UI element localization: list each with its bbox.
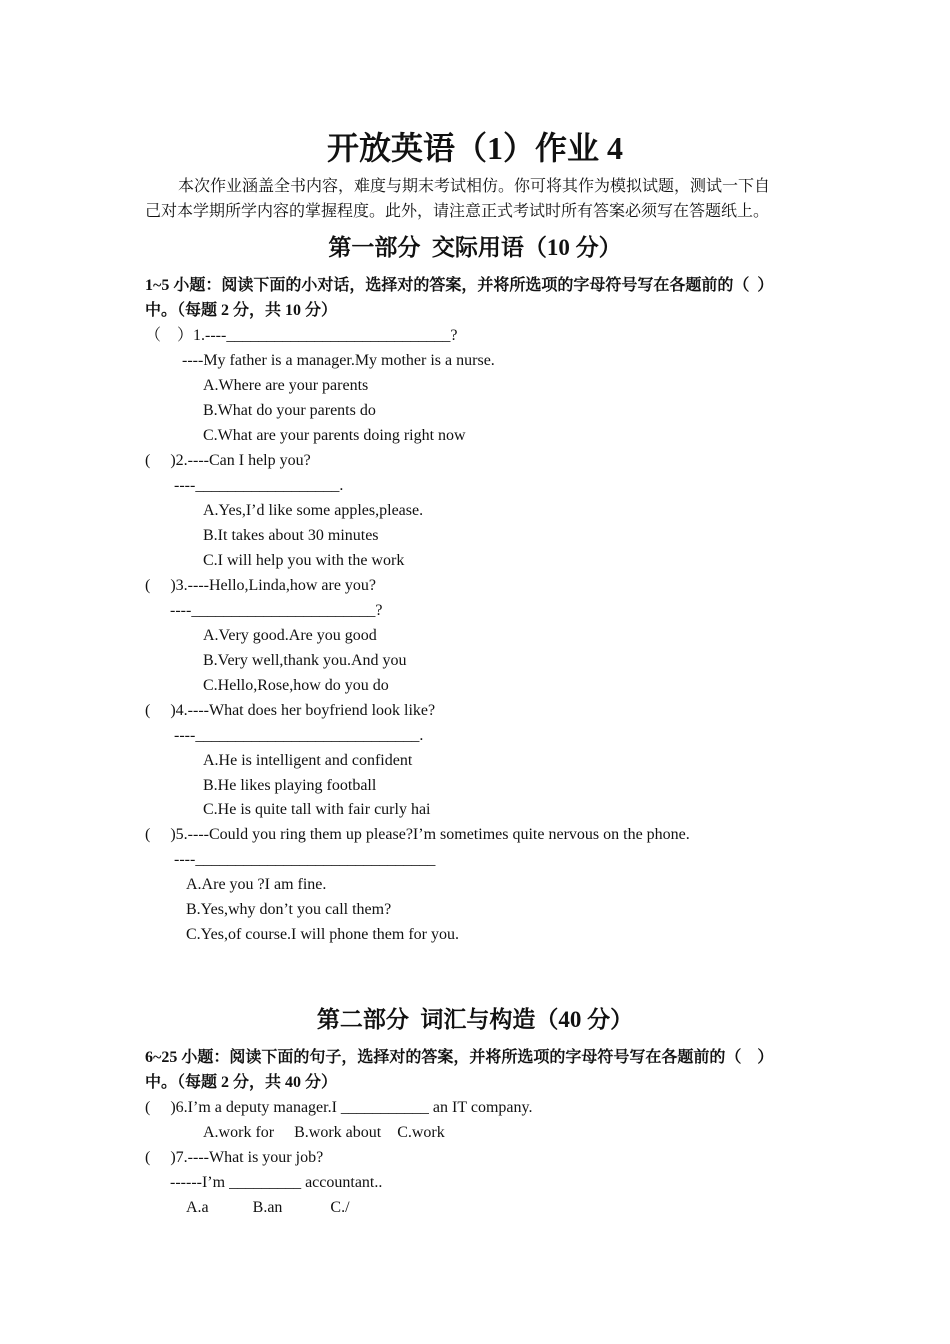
question-2-option-a: A.Yes,I’d like some apples,please.	[203, 502, 424, 519]
part1-heading: 第一部分 交际用语（10 分）	[328, 235, 622, 260]
question-5-reply: ----______________________________	[174, 851, 436, 868]
question-1-reply: ----My father is a manager.My mother is a nurse.	[182, 352, 495, 369]
question-2-reply: ----__________________.	[174, 477, 344, 494]
question-4-option-c: C.He is quite tall with fair curly hai	[203, 801, 431, 818]
part2-heading: 第二部分 词汇与构造（40 分）	[316, 1007, 634, 1032]
part1-instruction-1: 1~5 小题：阅读下面的小对话，选择对的答案，并将所选项的字母符号写在各题前的（ ）	[145, 277, 774, 294]
question-2-option-b: B.It takes about 30 minutes	[203, 527, 379, 544]
question-5-option-a: A.Are you ?I am fine.	[186, 876, 327, 893]
question-1-option-a: A.Where are your parents	[203, 377, 369, 394]
question-7-stem: ( )7.----What is your job?	[145, 1149, 324, 1166]
question-6-stem: ( )6.I’m a deputy manager.I ___________ an IT company.	[145, 1099, 533, 1116]
part1-instruction-2: 中。（每题 2 分，共 10 分）	[145, 302, 338, 319]
question-4-option-b: B.He likes playing football	[203, 777, 377, 794]
question-4-stem: ( )4.----What does her boyfriend look like?	[145, 702, 436, 719]
question-5-option-c: C.Yes,of course.I will phone them for you.	[186, 926, 460, 943]
question-3-reply: ----_______________________?	[170, 602, 383, 619]
question-3-option-c: C.Hello,Rose,how do you do	[203, 677, 389, 694]
page-title: 开放英语（1）作业 4	[326, 130, 623, 166]
question-3-option-a: A.Very good.Are you good	[203, 627, 377, 644]
question-1-option-c: C.What are your parents doing right now	[203, 427, 466, 444]
question-2-option-c: C.I will help you with the work	[203, 552, 405, 569]
intro-line-2: 己对本学期所学内容的掌握程度。此外，请注意正式考试时所有答案必须写在答题纸上。	[145, 203, 770, 220]
part2-instruction-2: 中。（每题 2 分，共 40 分）	[145, 1074, 338, 1091]
question-5-stem: ( )5.----Could you ring them up please?I’m sometimes quite nervous on the phone.	[145, 826, 690, 843]
intro-line-1: 本次作业涵盖全书内容，难度与期末考试相仿。你可将其作为模拟试题，测试一下自	[178, 178, 771, 195]
part2-instruction-1: 6~25 小题：阅读下面的句子，选择对的答案，并将所选项的字母符号写在各题前的（ ）	[145, 1049, 774, 1066]
question-5-option-b: B.Yes,why don’t you call them?	[186, 901, 392, 918]
question-1-option-b: B.What do your parents do	[203, 402, 376, 419]
question-3-stem: ( )3.----Hello,Linda,how are you?	[145, 577, 377, 594]
question-1-stem: （ ）1.----____________________________?	[145, 327, 458, 344]
question-4-reply: ----____________________________.	[174, 727, 424, 744]
question-4-option-a: A.He is intelligent and confident	[203, 752, 413, 769]
question-6-options: A.work for B.work about C.work	[203, 1124, 445, 1141]
question-3-option-b: B.Very well,thank you.And you	[203, 652, 407, 669]
question-7-options: A.a B.an C./	[186, 1199, 350, 1216]
question-2-stem: ( )2.----Can I help you?	[145, 452, 311, 469]
question-7-reply: ------I’m _________ accountant..	[170, 1174, 383, 1191]
